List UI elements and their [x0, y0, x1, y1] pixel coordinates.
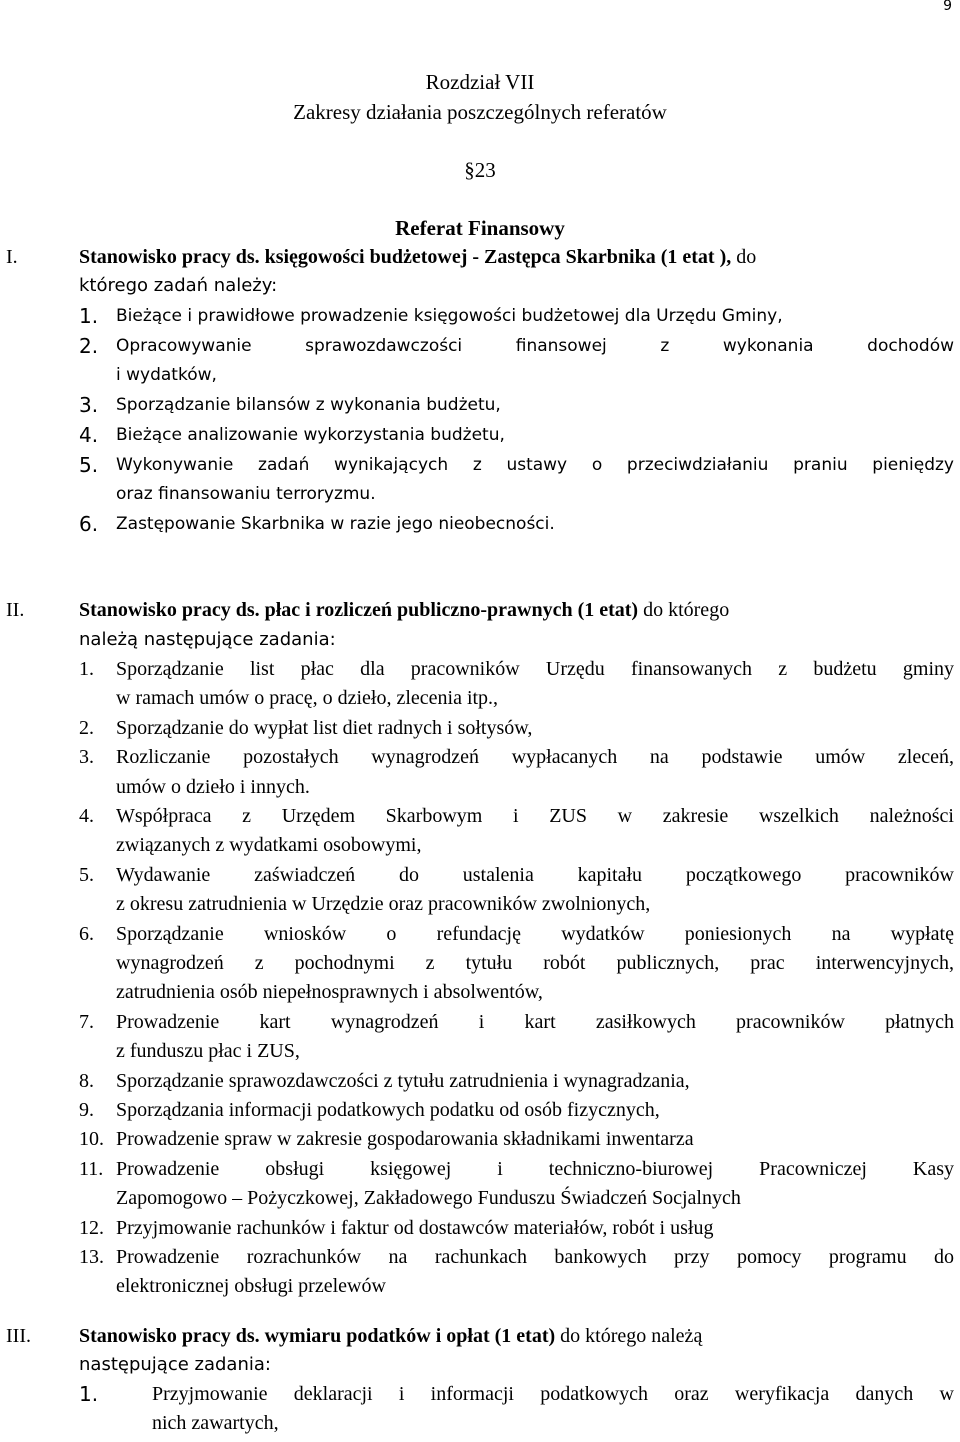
list-item-text: Sporządzania informacji podatkowych podatku od osób fizycznych, — [116, 1099, 660, 1121]
list-item-text: elektronicznej obsługi przelewów — [116, 1275, 386, 1298]
section-1-heading — [79, 243, 952, 271]
section-3-heading-line2: następujące zadania: — [79, 1354, 271, 1375]
list-item-number: 10. — [79, 1128, 104, 1151]
list-item-text: wynagrodzeń z pochodnymi z tytułu robót publicznych, prac interwencyjnych, — [116, 952, 954, 974]
paragraph-number: §23 — [464, 158, 496, 182]
list-item-text: umów o dzieło i innych. — [116, 775, 310, 798]
list-item-text: Sporządzanie do wypłat list diet radnych i sołtysów, — [116, 716, 533, 739]
list-item-text: Bieżące analizowanie wykorzystania budżetu, — [116, 424, 505, 445]
section-2-heading — [79, 596, 955, 624]
list-item-text: związanych z wydatkami osobowymi, — [116, 834, 422, 857]
list-item-number: 4. — [79, 422, 99, 447]
list-item-text: Zapomogowo – Pożyczkowej, Zakładowego Funduszu Świadczeń Socjalnych — [116, 1187, 741, 1210]
list-item-number: 9. — [79, 1099, 94, 1121]
list-item-text: Sporządzanie list płac dla pracowników Urzędu finansowanych z budżetu gminy — [116, 658, 954, 680]
list-item-number: 8. — [79, 1069, 94, 1092]
list-item-text: Prowadzenie rozrachunków na rachunkach bankowych przy pomocy programu do — [116, 1246, 954, 1268]
section-2-heading-bold2: płac i rozliczeń publiczno-prawnych (1 etat) — [264, 599, 639, 621]
list-item-text: Wydawanie zaświadczeń do ustalenia kapitału początkowego pracowników — [116, 863, 954, 886]
list-item-number: 3. — [79, 746, 94, 769]
section-1-roman: I. — [6, 246, 18, 268]
list-item-text: z funduszu płac i ZUS, — [116, 1040, 300, 1063]
list-item-number: 1. — [79, 1382, 99, 1406]
list-item-text: Sporządzanie sprawozdawczości z tytułu zatrudnienia i wynagradzania, — [116, 1069, 690, 1092]
section-2-heading-bold1: Stanowisko pracy ds. — [79, 599, 265, 621]
list-item-text: Sporządzanie wniosków o refundację wydatków poniesionych na wypłatę — [116, 922, 954, 945]
department-title: Referat Finansowy — [395, 216, 565, 240]
list-item-text: Wykonywanie zadań wynikających z ustawy o przeciwdziałaniu praniu pieniędzy — [116, 454, 954, 475]
list-item-text: z okresu zatrudnienia w Urzędzie oraz pracowników zwolnionych, — [116, 893, 651, 916]
list-item-text: Rozliczanie pozostałych wynagrodzeń wypłacanych na podstawie umów zleceń, — [116, 746, 954, 769]
list-item-text: Opracowywanie sprawozdawczości finansowej z wykonania dochodów — [116, 335, 954, 356]
list-item-text: Przyjmowanie deklaracji i informacji podatkowych oraz weryfikacja danych w — [152, 1383, 954, 1405]
list-item-number: 1. — [79, 658, 94, 680]
list-item-number: 7. — [79, 1010, 94, 1033]
list-item-number: 13. — [79, 1246, 104, 1268]
list-item-text: i wydatków, — [116, 365, 217, 386]
chapter-subtitle: Zakresy działania poszczególnych referatów — [293, 100, 667, 124]
chapter-title: Rozdział VII — [425, 70, 535, 94]
list-item-number: 1. — [79, 304, 99, 328]
list-item-text: Prowadzenie kart wynagrodzeń i kart zasiłkowych pracowników płatnych — [116, 1010, 954, 1033]
list-item-text: Zastępowanie Skarbnika w razie jego nieobecności. — [116, 513, 555, 534]
section-2-roman: II. — [6, 599, 25, 621]
section-1-heading-rest: do — [736, 246, 757, 268]
list-item-number: 4. — [79, 805, 94, 827]
section-1-heading-bold: Stanowisko pracy ds. księgowości budżetowej - Zastępca Skarbnika (1 etat ), — [79, 246, 737, 268]
list-item-text: nich zawartych, — [152, 1412, 279, 1434]
list-item-text: w ramach umów o pracę, o dzieło, zlecenia itp., — [116, 687, 499, 710]
section-1-heading-line2: którego zadań należy: — [79, 275, 278, 296]
list-item-number: 5. — [79, 863, 94, 886]
list-item-number: 12. — [79, 1216, 104, 1239]
list-item-number: 6. — [79, 511, 99, 536]
section-3-heading-bold2: wymiaru podatków i opłat (1 etat) — [264, 1325, 556, 1347]
list-item-number: 2. — [79, 333, 99, 358]
section-3-roman: III. — [6, 1325, 31, 1347]
list-item-number: 2. — [79, 716, 94, 739]
list-item-number: 3. — [79, 393, 99, 418]
list-item-text: Sporządzanie bilansów z wykonania budżetu, — [116, 395, 501, 416]
page-number: 9 — [943, 0, 952, 14]
list-item-text: zatrudnienia osób niepełnosprawnych i absolwentów, — [116, 981, 543, 1004]
list-item-text: Prowadzenie spraw w zakresie gospodarowania składnikami inwentarza — [116, 1128, 694, 1151]
section-3-heading-rest: do którego należą — [555, 1325, 703, 1347]
section-3-heading — [79, 1322, 955, 1350]
list-item-text: Prowadzenie obsługi księgowej i techniczno-biurowej Pracowniczej Kasy — [116, 1157, 954, 1180]
list-item-text: Bieżące i prawidłowe prowadzenie księgowości budżetowej dla Urzędu Gminy, — [116, 306, 783, 326]
list-item-text: Współpraca z Urzędem Skarbowym i ZUS w zakresie wszelkich należności — [116, 805, 954, 827]
section-3-heading-bold1: Stanowisko pracy ds. — [79, 1325, 265, 1347]
list-item-text: Przyjmowanie rachunków i faktur od dostawców materiałów, robót i usług — [116, 1216, 714, 1239]
list-item-text: oraz finansowaniu terroryzmu. — [116, 484, 376, 505]
list-item-number: 5. — [79, 452, 99, 477]
section-2-heading-rest: do którego — [638, 599, 730, 621]
list-item-number: 6. — [79, 922, 94, 945]
section-2-heading-line2: należą następujące zadania: — [79, 629, 336, 650]
list-item-number: 11. — [79, 1157, 104, 1180]
